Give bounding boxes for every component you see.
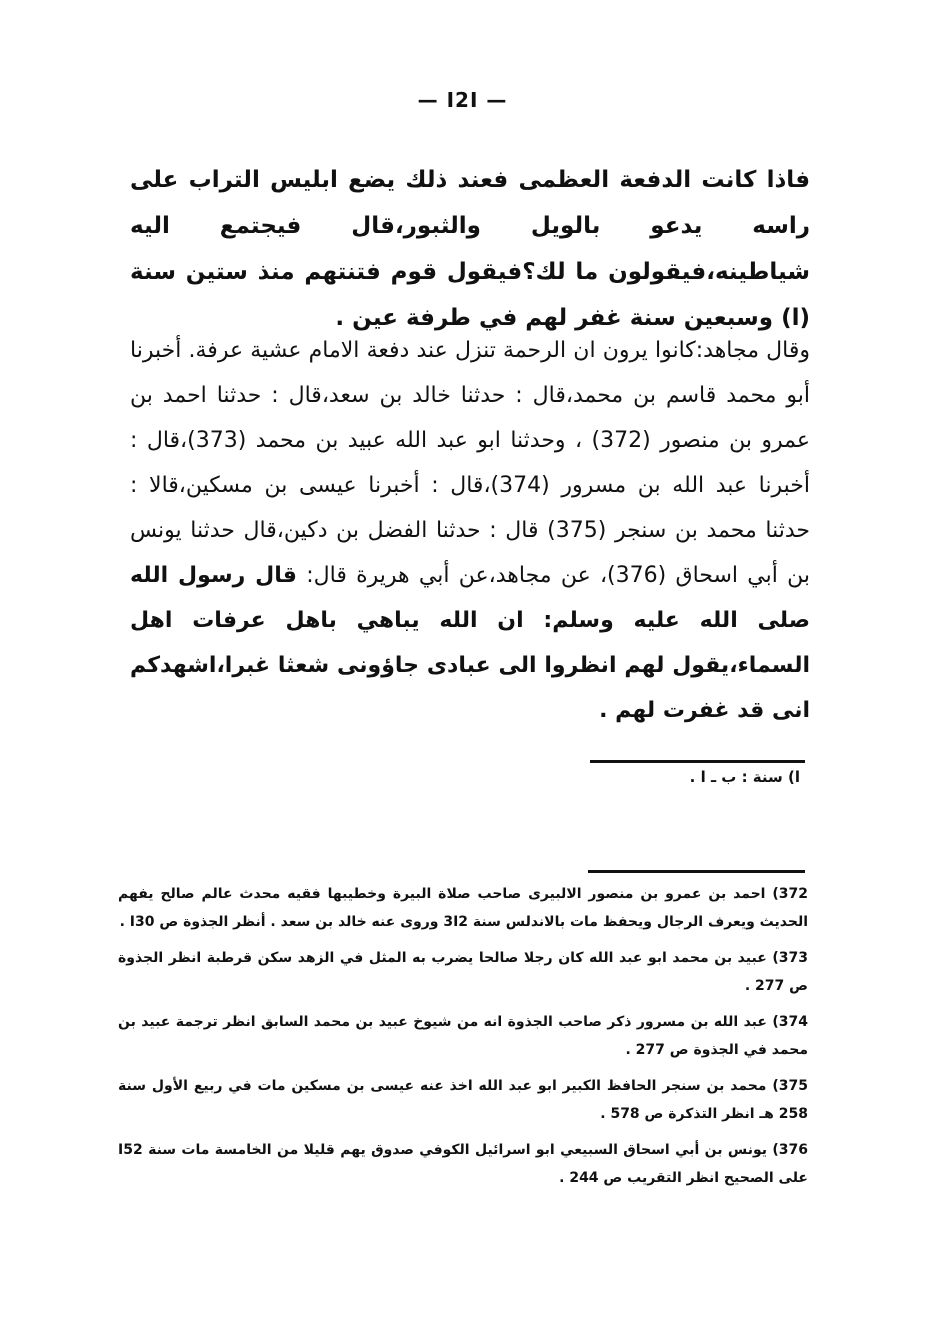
variant-note: ا) سنة : ب ـ ا . xyxy=(689,768,800,786)
footnote-374: 374) عبد الله بن مسرور ذكر صاحب الجذوة انه من شيوخ عبيد بن محمد السابق انظر ترجمة عبيد بن محمد في الجذوة ص 277 . xyxy=(118,1014,808,1058)
footnote-372: 372) احمد بن عمرو بن منصور الالبيرى صاحب صلاة البيرة وخطيبها فقيه محدث عالم صالح يفهم الحديث ويعرف الرجال ويحفظ مات بالاندلس سنة 3I2 وروى عنه خالد بن سعد . أنظر الجذوة ص I30 . xyxy=(118,886,808,930)
page-number: — I2I — xyxy=(417,88,508,112)
opening-paragraph xyxy=(130,157,810,341)
footnote-divider xyxy=(588,870,805,873)
mujahid-statement: وقال مجاهد:كانوا يرون ان الرحمة تنزل عند دفعة الامام عشية عرفة. xyxy=(188,338,810,363)
footnote-divider xyxy=(590,760,805,763)
footnotes xyxy=(118,880,808,1200)
footnote-376: 376) يونس بن أبي اسحاق السبيعي ابو اسرائيل الكوفي صدوق يهم قليلا من الخامسة مات سنة I52 على الصحيح انظر التقريب ص 244 . xyxy=(118,1142,808,1186)
footnote-375: 375) محمد بن سنجر الحافظ الكبير ابو عبد الله اخذ عنه عيسى بن مسكين مات في ربيع الأول سنة 258 هـ انظر التذكرة ص 578 . xyxy=(118,1078,808,1122)
footnote-373: 373) عبيد بن محمد ابو عبد الله كان رجلا صالحا يضرب به المثل في الزهد سكن قرطبة انظر الجذوة ص 277 . xyxy=(118,950,808,994)
hadith-text: قال رسول الله صلى الله عليه وسلم: ان الله يباهي باهل عرفات اهل السماء،يقول لهم انظروا الى عبادى جاؤونى شعثا غبرا،اشهدكم انى قد غفرت لهم . xyxy=(130,563,810,723)
paragraph-text: فاذا كانت الدفعة العظمى فعند ذلك يضع ابليس التراب على راسه يدعو بالويل والثبور،قال فيجتمع اليه شياطينه،فيقولون ما لك؟فيقول قوم فتنتهم منذ ستين سنة (ا) وسبعين سنة غفر لهم في طرفة عين . xyxy=(130,167,810,331)
isnad-chain: أخبرنا أبو محمد قاسم بن محمد،قال : حدثنا خالد بن سعد،قال : حدثنا احمد بن عمرو بن منصور (372) ، وحدثنا ابو عبد الله عبيد بن محمد (373)،قال : أخبرنا عبد الله بن مسرور (374)،قال : أخبرنا عيسى بن مسكين،قالا : حدثنا محمد بن سنجر (375) قال : حدثنا الفضل بن دكين،قال حدثنا يونس بن أبي اسحاق (376)، عن مجاهد،عن أبي هريرة قال: xyxy=(130,338,811,588)
hadith-paragraph xyxy=(130,328,810,733)
